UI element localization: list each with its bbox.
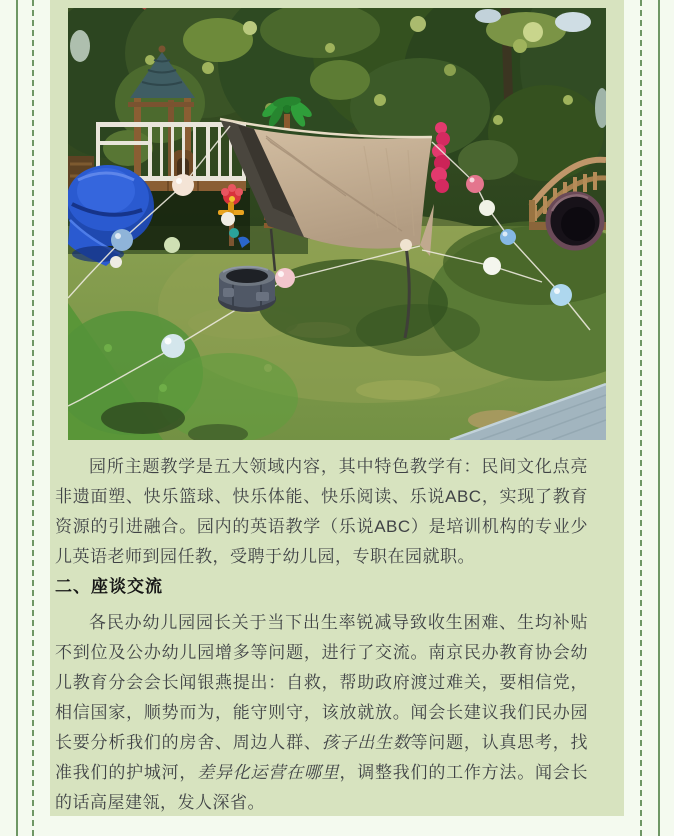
section-heading-discussion: 二、座谈交流 — [55, 577, 163, 596]
content-panel — [50, 0, 624, 816]
balloon — [275, 268, 295, 288]
balloon — [221, 212, 235, 226]
balloon — [172, 174, 194, 196]
kindergarten-playground-photo — [68, 8, 606, 440]
balloon — [483, 257, 501, 275]
balloon — [550, 284, 572, 306]
balloon — [111, 229, 133, 251]
balloon — [479, 200, 495, 216]
balloon — [110, 256, 122, 268]
balloon — [161, 334, 185, 358]
fire-pit — [218, 266, 276, 312]
crawl-tunnel — [548, 194, 602, 248]
balloon — [164, 237, 180, 253]
balloon — [400, 239, 412, 251]
paragraph-teaching: 园所主题教学是五大领域内容，其中特色教学有：民间文化点亮非遗面塑、快乐篮球、快乐体能、快乐阅读、乐说ABC，实现了教育资源的引进融合。园内的英语教学（乐说ABC）是培训机构的专业少儿英语老师到园任教，受聘于幼儿园，专职在园就职。 — [55, 457, 588, 566]
balloon — [500, 229, 516, 245]
balloon — [466, 175, 484, 193]
article-body — [50, 440, 624, 818]
paragraph-discussion: 各民办幼儿园园长关于当下出生率锐减导致收生困难、生均补贴不到位及公办幼儿园增多等问题，进行了交流。南京民办教育协会幼儿教育分会会长闻银燕提出：自救，帮助政府渡过难关，要相信党，相信国家，顺势而为，能守则守，该放就放。闻会长建议我们民办园长要分析我们的房舍、周边人群、孩子出生数等问题，认真思考，找准我们的护城河，差异化运营在哪里，调整我们的工作方法。闻会长的话高屋建瓴，发人深省。 — [55, 613, 589, 812]
